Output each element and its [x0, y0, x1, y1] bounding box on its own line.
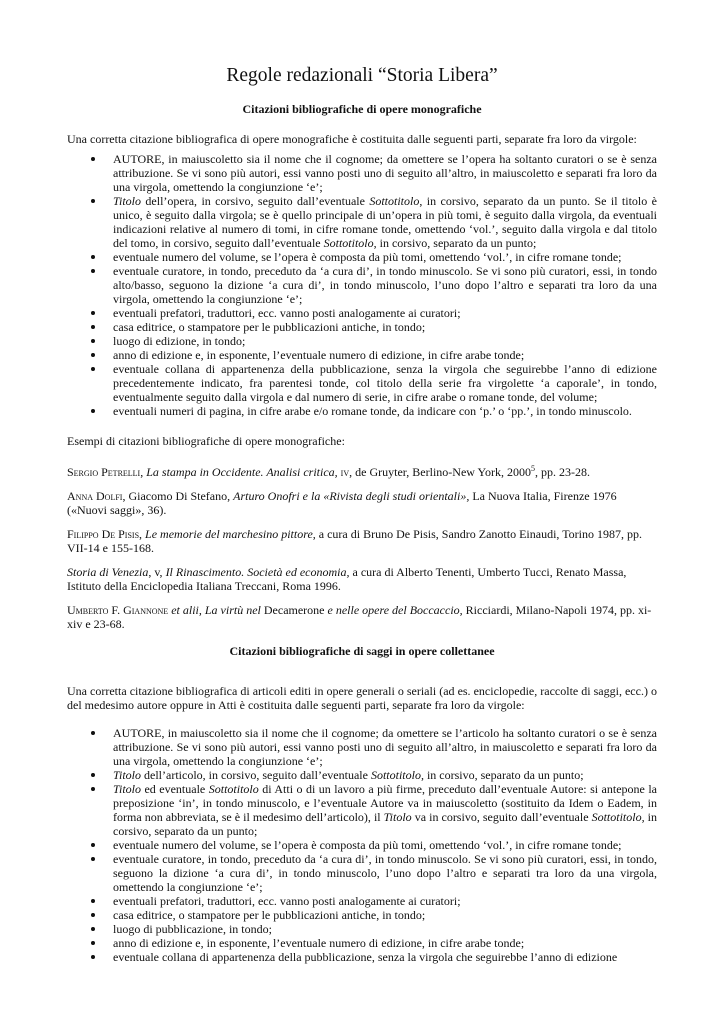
list-item: Titolo dell’articolo, in corsivo, seguito dall’eventuale Sottotitolo, in corsivo, separato da un punto; — [67, 768, 657, 782]
list-item: anno di edizione e, in esponente, l’eventuale numero di edizione, in cifre arabe tonde; — [67, 348, 657, 362]
list-item: eventuale curatore, in tondo, preceduto da ‘a cura di’, in tondo minuscolo. Se vi sono più curatori, essi, in tondo alto/basso, seguono la dizione ‘a cura di’, in tondo minuscolo, l’uno dopo l’altro e separati tra loro da una virgola, omettendo la congiunzione ‘e’; — [67, 264, 657, 306]
list-item: luogo di pubblicazione, in tondo; — [67, 922, 657, 936]
list-item: luogo di edizione, in tondo; — [67, 334, 657, 348]
list-item: eventuale collana di appartenenza della pubblicazione, senza la virgola che seguirebbe l’anno di edizione precedentemente indicato, fra parentesi tonde, col titolo della serie fra virgolette ‘a caporale’, in tondo, eventualmente seguito dalla virgola e dal numero di serie, in cifre arabe o romane tonde, del volume; — [67, 362, 657, 404]
list-item: eventuale collana di appartenenza della pubblicazione, senza la virgola che seguirebbe l’anno di edizione — [67, 950, 657, 964]
section-intro-monografie: Una corretta citazione bibliografica di opere monografiche è costituita dalle seguenti parti, separate fra loro da virgole: — [67, 132, 637, 146]
rules-list-monografie — [67, 152, 657, 418]
example-citation-1: Sergio Petrelli, La stampa in Occidente. Analisi critica, iv, de Gruyter, Berlino-New York, 2000$^5$, pp. 23-28. — [67, 464, 590, 479]
example-citation-3: Filippo De Pisis, Le memorie del marchesino pittore, a cura di Bruno De Pisis, Sandro Zanotto Einaudi, Torino 1987, pp. VII-14 e 155-168. — [67, 527, 643, 555]
examples-heading: Esempi di citazioni bibliografiche di opere monografiche: — [67, 434, 345, 448]
list-item: eventuale curatore, in tondo, preceduto da ‘a cura di’, in tondo minuscolo. Se vi sono più curatori, essi, in tondo, seguono la dizione ‘a cura di’, in tondo minuscolo, l’uno dopo l’altro e separati tra loro da una virgola, omettendo la congiunzione ‘e’; — [67, 852, 657, 894]
section-heading-monografie: Citazioni bibliografiche di opere monografiche — [242, 102, 482, 116]
example-citation-4: Storia di Venezia, v, Il Rinascimento. Società ed economia, a cura di Alberto Tenenti, Umberto Tucci, Renato Massa, Istituto della Enciclopedia Italiana Treccani, Roma 1996. — [67, 565, 627, 593]
example-citation-5: Umberto F. Giannone et alii, La virtù nel Decamerone e nelle opere del Boccaccio, Ricciardi, Milano-Napoli 1974, pp. xi-xiv e 23-68. — [67, 603, 652, 631]
list-item: anno di edizione e, in esponente, l’eventuale numero di edizione, in cifre arabe tonde; — [67, 936, 657, 950]
list-item: eventuale numero del volume, se l’opera è composta da più tomi, omettendo ‘vol.’, in cifre romane tonde; — [67, 838, 657, 852]
list-item: eventuali numeri di pagina, in cifre arabe e/o romane tonde, da indicare con ‘p.’ o ‘pp.’, in tondo minuscolo. — [67, 404, 657, 418]
list-item: eventuali prefatori, traduttori, ecc. vanno posti analogamente ai curatori; — [67, 894, 657, 908]
section-heading-saggi: Citazioni bibliografiche di saggi in opere collettanee — [229, 644, 495, 658]
list-item: AUTORE, in maiuscoletto sia il nome che il cognome; da omettere se l’articolo ha soltanto curatori o se è senza attribuzione. Se vi sono più autori, essi vanno posti uno di seguito all’altro, in maiuscoletto e separati fra loro da una virgola, omettendo la congiunzione ‘e’; — [67, 726, 657, 768]
list-item: eventuale numero del volume, se l’opera è composta da più tomi, omettendo ‘vol.’, in cifre romane tonde; — [67, 250, 657, 264]
section-intro-saggi: Una corretta citazione bibliografica di articoli editi in opere generali o seriali (ad es. enciclopedie, raccolte di saggi, ecc.) o del medesimo autore oppure in Atti è costituita dalle seguenti parti, separate fra loro da virgole: — [67, 684, 657, 712]
list-item: AUTORE, in maiuscoletto sia il nome che il cognome; da omettere se l’opera ha soltanto curatori o se è senza attribuzione. Se vi sono più autori, essi vanno posti uno di seguito all’altro, in maiuscoletto e separati fra loro da una virgola, omettendo la congiunzione ‘e’; — [67, 152, 657, 194]
list-item: Titolo dell’opera, in corsivo, seguito dall’eventuale Sottotitolo, in corsivo, separato da un punto. Se il titolo è unico, è seguito dalla virgola; se è quello principale di un’opera in più tomi, è seguito dalla virgola, da eventuali indicazioni relative al numero di tomi, in cifre romane tonde, omettendo ‘vol.’, seguito dalla virgola e dal titolo del tomo, in corsivo, seguito dall’eventuale Sottotitolo, in corsivo, separato da un punto; — [67, 194, 657, 250]
rules-list-saggi — [67, 726, 657, 964]
list-item: Titolo ed eventuale Sottotitolo di Atti o di un lavoro a più firme, preceduto dall’eventuale Autore: si antepone la preposizione ‘in’, in tondo minuscolo, e l’eventuale Autore va in maiuscoletto (sostituito da Idem o Eadem, in forma non abbreviata, se è il medesimo dell’articolo), il Titolo va in corsivo, seguito dall’eventuale Sottotitolo, in corsivo, separato da un punto; — [67, 782, 657, 838]
document-title: Regole redazionali “Storia Libera” — [226, 65, 498, 86]
list-item: casa editrice, o stampatore per le pubblicazioni antiche, in tondo; — [67, 908, 657, 922]
list-item: eventuali prefatori, traduttori, ecc. vanno posti analogamente ai curatori; — [67, 306, 657, 320]
list-item: casa editrice, o stampatore per le pubblicazioni antiche, in tondo; — [67, 320, 657, 334]
example-citation-2: Anna Dolfi, Giacomo Di Stefano, Arturo Onofri e la «Rivista degli studi orientali», La Nuova Italia, Firenze 1976 («Nuovi saggi», 36). — [67, 489, 617, 517]
